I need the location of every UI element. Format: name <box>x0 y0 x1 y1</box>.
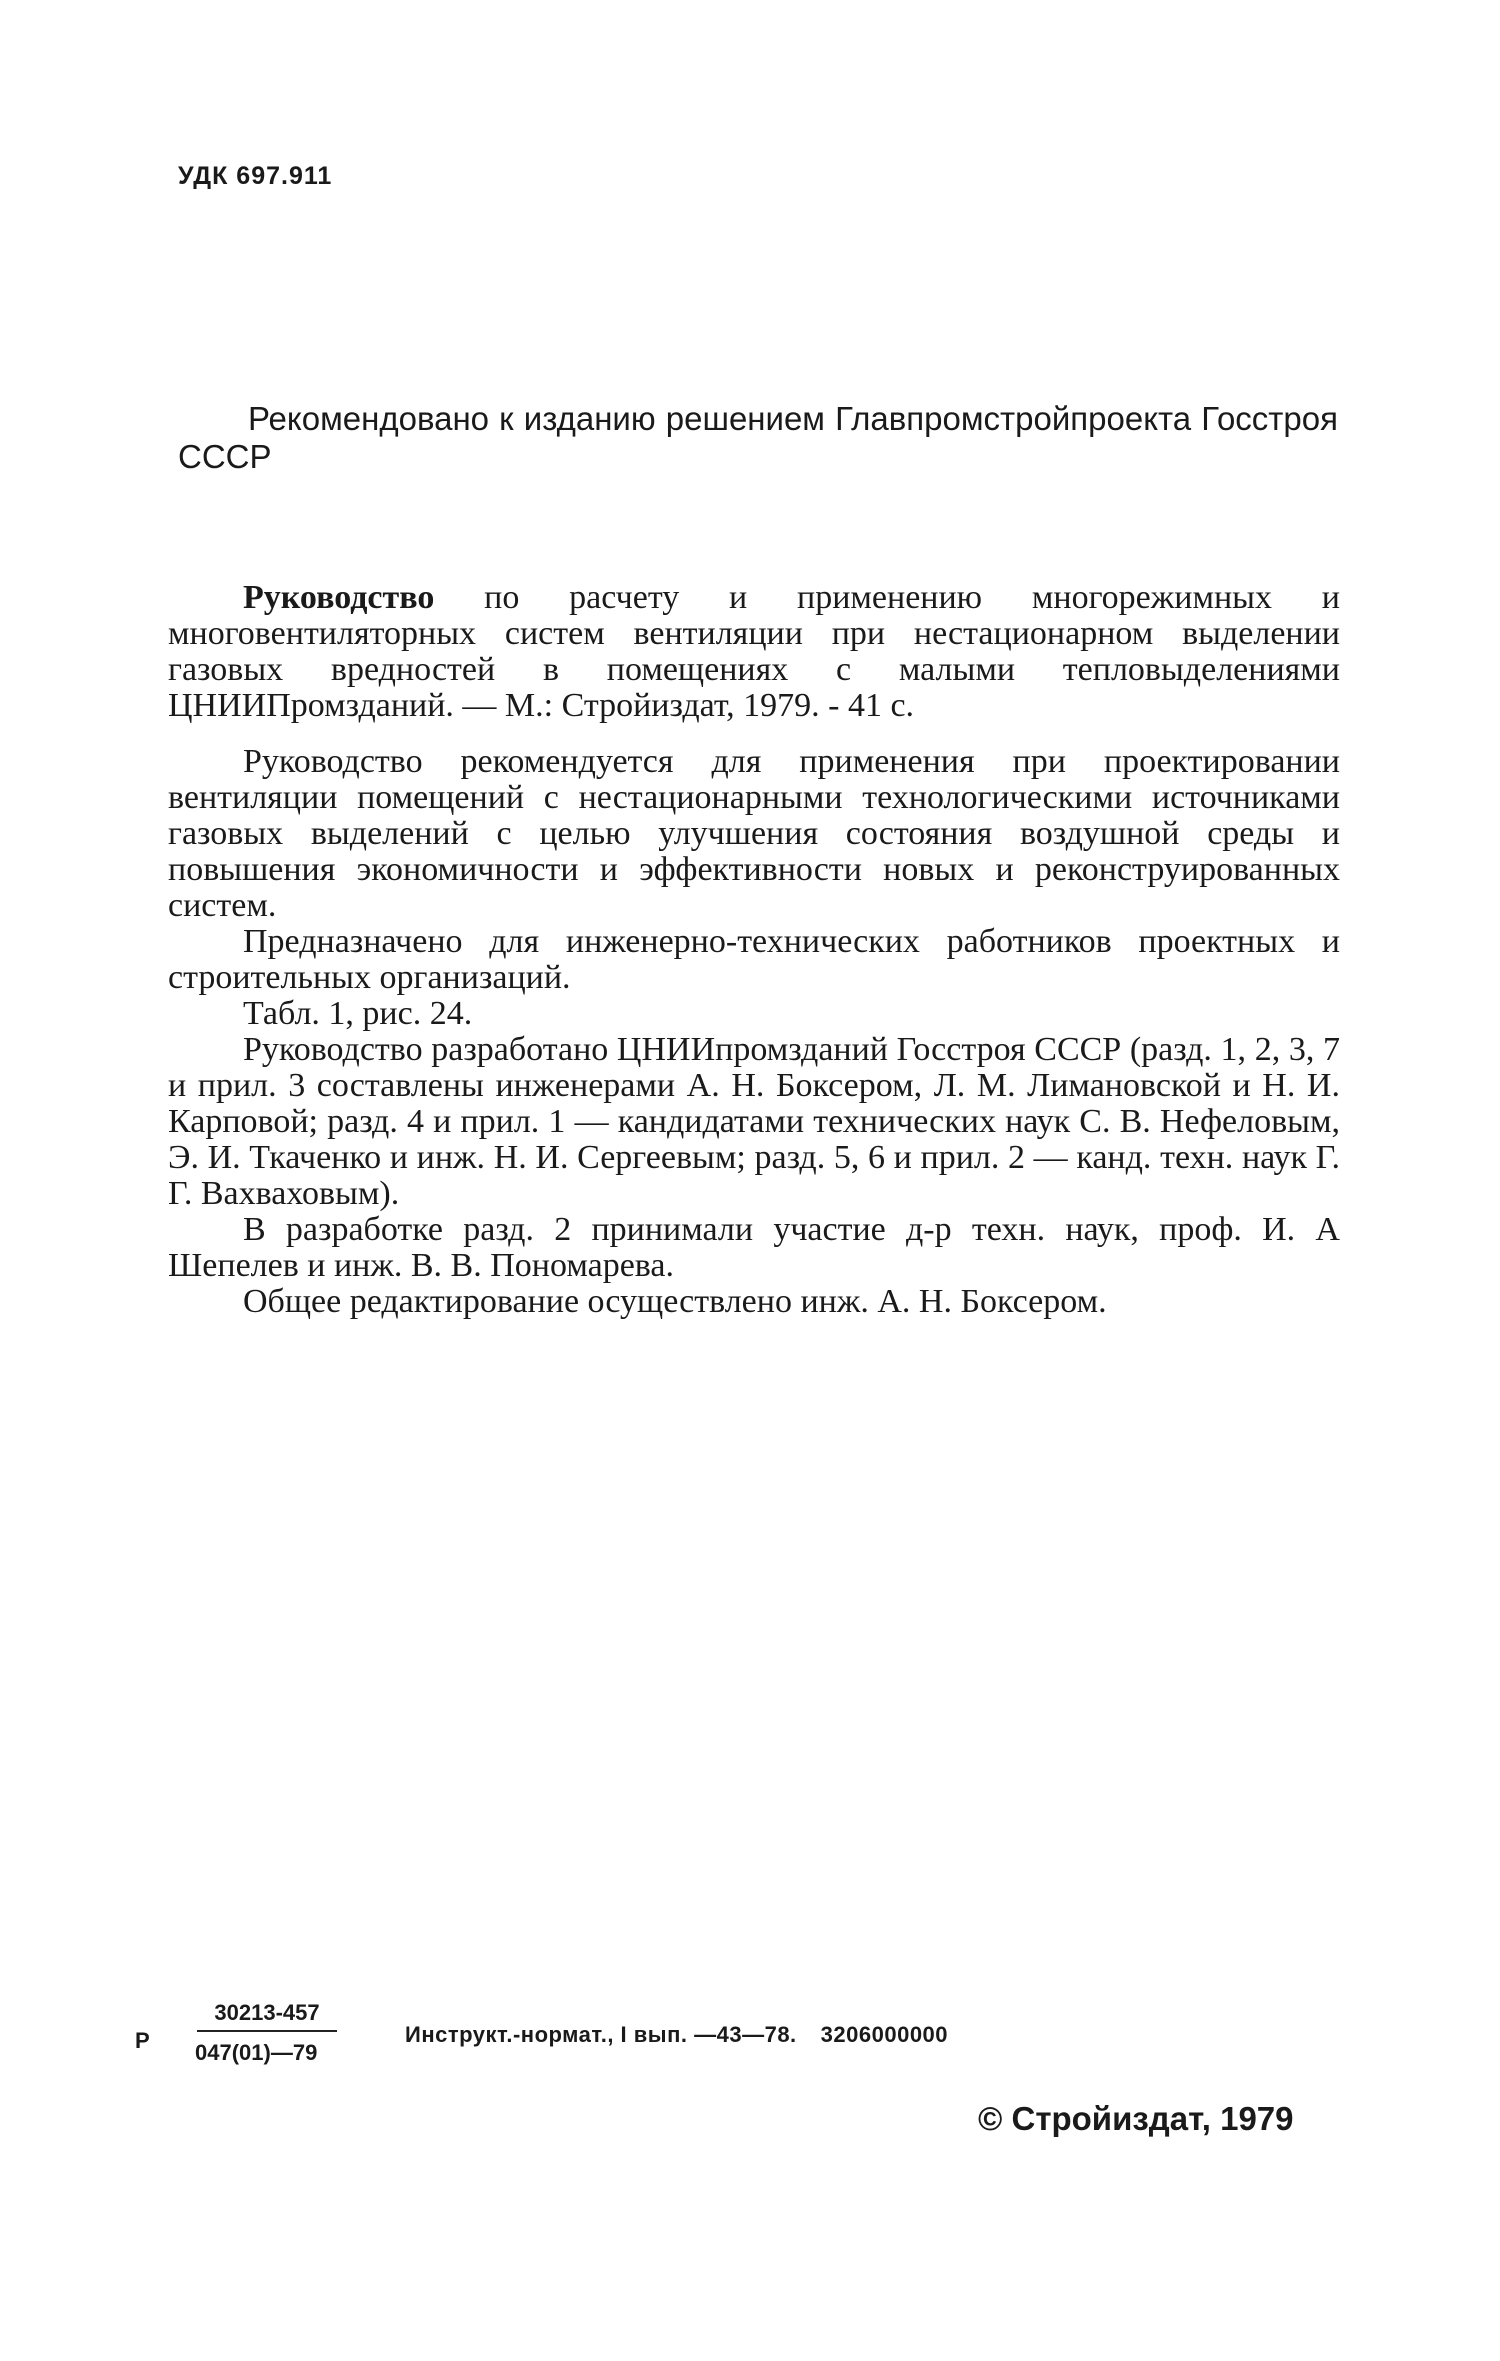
instruction-text: Инструкт.-нормат., I вып. —43—78. <box>405 2022 797 2047</box>
authors-paragraph: Руководство разработано ЦНИИпромзданий Госстроя СССР (разд. 1, 2, 3, 7 и прил. 3 составлены инженерами А. Н. Боксером, Л. М. Лимановской и Н. И. Карповой; разд. 4 и прил. 1 — кандидатами технических наук С. В. Нефеловым, Э. И. Ткаченко и инж. Н. И. Сергеевым; разд. 5, 6 и прил. 2 — канд. техн. наук Г. Г. Вахваховым). <box>168 1031 1340 1212</box>
purpose-paragraph: Руководство рекомендуется для применения при проектировании вентиляции помещений с нестационарными технологическими источниками газовых выделений с целью улучшения состояния воздушной среды и повышения экономичности и эффективности новых и реконструированных систем. <box>168 743 1340 924</box>
code-denominator: 047(01)—79 <box>195 2040 318 2065</box>
participants-paragraph: В разработке разд. 2 принимали участие д-р техн. наук, проф. И. А Шепелев и инж. В. В. Пономарева. <box>168 1211 1340 1284</box>
citation-bold-lead: Руководство <box>243 579 435 616</box>
recommendation-text: Рекомендовано к изданию решением Главпромстройпроекта Госстроя СССР <box>178 400 1338 475</box>
annotation-block <box>168 580 1340 1320</box>
citation-rest: по расчету и применению многорежимных и многовентиляторных систем вентиляции при нестационарном выделении газовых вредностей в помещениях с малыми тепловыделениями ЦНИИПромзданий. — М.: Стройиздат, 1979. - 41 с. <box>168 579 1340 724</box>
copyright-line: © Стройиздат, 1979 <box>978 2100 1294 2137</box>
audience-paragraph: Предназначено для инженерно-технических работников проектных и строительных организаций. <box>168 923 1340 996</box>
fraction-line <box>197 2030 337 2032</box>
citation-paragraph <box>168 580 1340 724</box>
recommendation-note <box>178 400 1338 476</box>
catalog-code: 3206000000 <box>820 2022 949 2047</box>
udk-code: УДК 697.911 <box>178 162 333 190</box>
code-letter: Р <box>135 2028 150 2053</box>
tables-figures-count: Табл. 1, рис. 24. <box>243 995 473 1032</box>
instruction-info <box>405 2022 948 2048</box>
editor-paragraph: Общее редактирование осуществлено инж. А. Н. Боксером. <box>243 1283 1107 1320</box>
code-numerator: 30213-457 <box>214 2000 320 2025</box>
